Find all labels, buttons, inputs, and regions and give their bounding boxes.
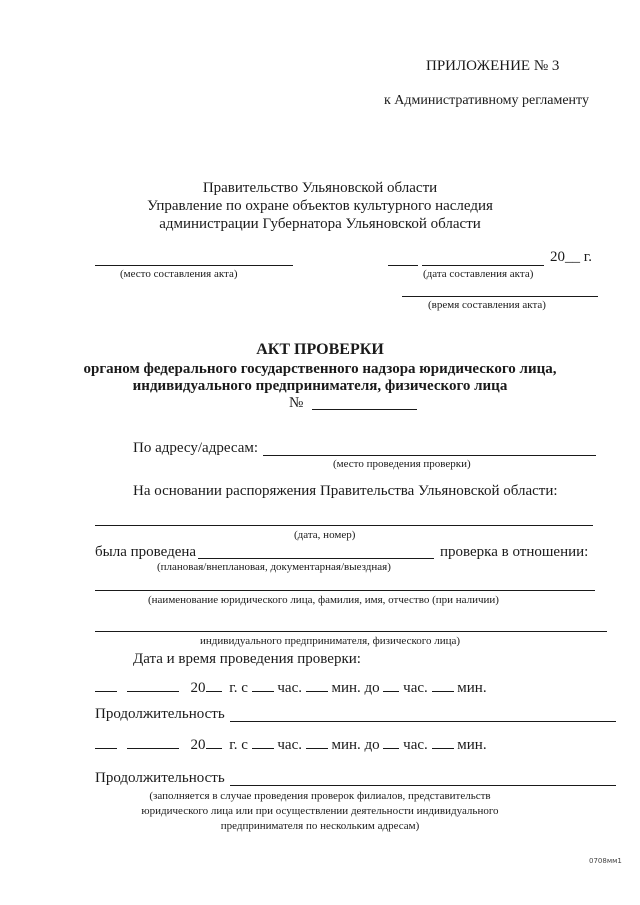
min-do-label: мин. до [331,680,380,696]
min-from-blank[interactable] [306,736,328,749]
footer-code: 0708мм1 [589,857,622,865]
conducted-label: была проведена [95,544,197,560]
entity-caption-1: (наименование юридического лица, фамилия, имя, отчество (при наличии) [148,594,499,606]
act-title: АКТ ПРОВЕРКИ [256,341,384,358]
act-number-label: № [289,395,304,411]
duration-caption-3: предпринимателя по нескольким адресам) [220,820,420,832]
g-s-label: г. с [229,737,248,753]
date-year: 20__ г. [550,249,592,265]
hours2-label: час. [403,680,428,696]
appendix-reglament: к Административному регламенту [384,93,589,108]
duration-label-1: Продолжительность [95,706,225,722]
datetime-row-2 [95,736,487,754]
address-label: По адресу/адресам: [133,440,259,456]
month-blank[interactable] [127,679,179,692]
year-label: 20 [190,680,206,696]
min-do-label: мин. до [331,737,380,753]
org-line-2: Управление по охране объектов культурного наследия [147,198,493,214]
conducted-regarding: проверка в отношении: [440,544,589,560]
time-line[interactable] [402,296,598,297]
day-blank[interactable] [95,679,117,692]
min-label: мин. [457,737,487,753]
conducted-caption: (плановая/внеплановая, документарная/выездная) [157,561,391,573]
datetime-label: Дата и время проведения проверки: [133,651,361,667]
org-line-3: администрации Губернатора Ульяновской области [159,216,481,232]
month-blank[interactable] [127,736,179,749]
hours-label: час. [277,737,302,753]
datetime-row-1 [95,679,487,697]
basis-line[interactable] [95,525,593,526]
conducted-type-line[interactable] [198,558,434,559]
min-to-blank[interactable] [432,679,454,692]
act-subtitle-2: индивидуального предпринимателя, физического лица [132,378,508,394]
place-line[interactable] [95,265,293,266]
min-label: мин. [457,680,487,696]
entity-line-2[interactable] [95,631,607,632]
basis-label: На основании распоряжения Правительства Ульяновской области: [133,483,558,499]
g-s-label: г. с [229,680,248,696]
date-day-line[interactable] [388,265,418,266]
time-caption: (время составления акта) [428,299,546,311]
hour-to-blank[interactable] [383,736,399,749]
date-month-line[interactable] [422,265,544,266]
duration-label-2: Продолжительность [95,770,225,786]
hour-to-blank[interactable] [383,679,399,692]
duration-line-1[interactable] [230,721,616,722]
hours2-label: час. [403,737,428,753]
duration-caption-2: юридического лица или при осуществлении деятельности индивидуального [141,805,499,817]
duration-caption-1: (заполняется в случае проведения проверок филиалов, представительств [149,790,491,802]
entity-caption-2: индивидуального предпринимателя, физического лица) [200,635,461,647]
duration-line-2[interactable] [230,785,616,786]
address-caption: (место проведения проверки) [333,458,471,470]
hours-label: час. [277,680,302,696]
hour-from-blank[interactable] [252,736,274,749]
address-line[interactable] [263,455,596,456]
appendix-number: ПРИЛОЖЕНИЕ № 3 [426,58,560,74]
min-to-blank[interactable] [432,736,454,749]
entity-line-1[interactable] [95,590,595,591]
hour-from-blank[interactable] [252,679,274,692]
act-subtitle-1: органом федерального государственного надзора юридического лица, [83,361,557,377]
org-line-1: Правительство Ульяновской области [202,180,438,196]
date-caption: (дата составления акта) [423,268,534,280]
year-blank[interactable] [206,736,222,749]
place-caption: (место составления акта) [120,268,238,280]
min-from-blank[interactable] [306,679,328,692]
year-blank[interactable] [206,679,222,692]
day-blank[interactable] [95,736,117,749]
year-label: 20 [190,737,206,753]
basis-caption: (дата, номер) [294,529,356,541]
act-number-line[interactable] [312,409,417,410]
